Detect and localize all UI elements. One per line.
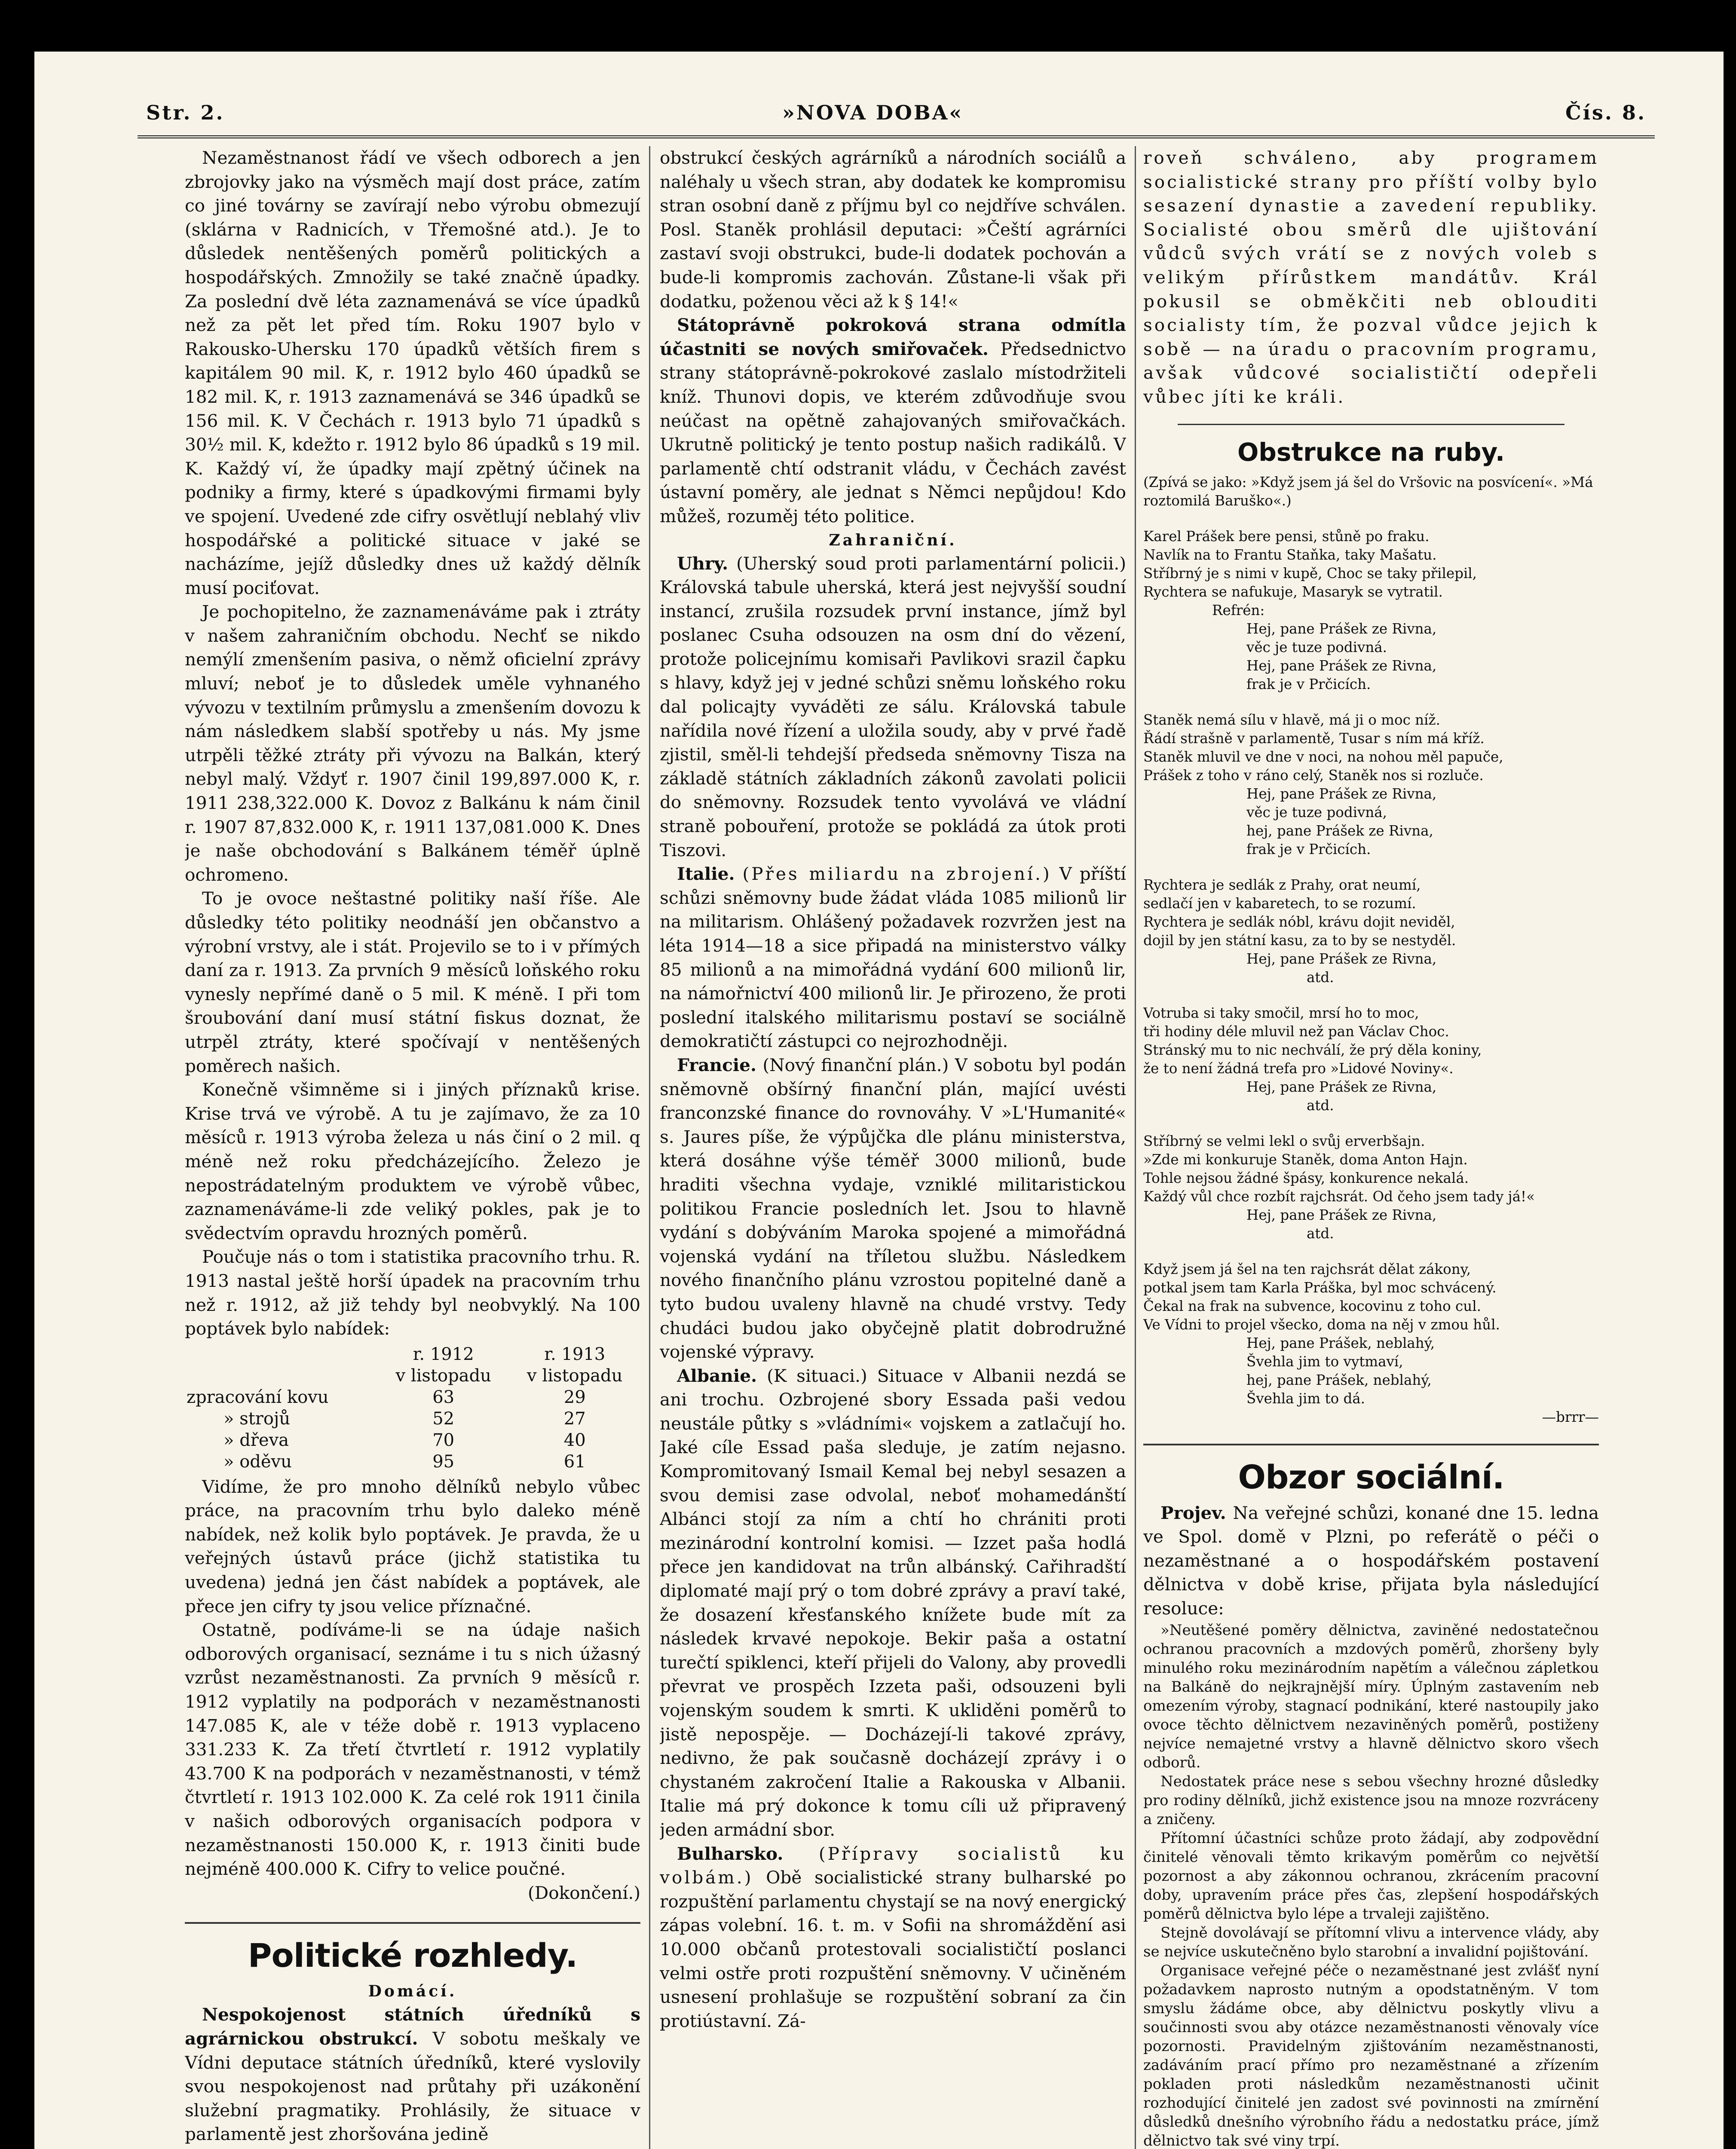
table-header-row [185,1344,640,1365]
table-cell: 27 [563,1408,586,1429]
table-cell: 61 [563,1451,586,1472]
poem-line: Rychtera je sedlák z Prahy, orat neumí, [1143,876,1421,893]
table-header: v listopadu [527,1365,623,1386]
resolution-paragraph: Stejně dovolávají se přítomní vlivu a intervence vlády, aby se nejvíce uskutečněno bylo starobní a invalidní pojištování. [1143,1924,1599,1960]
resolution-paragraph: Organisace veřejné péče o nezaměstnané jest zvlášť nyní požadavkem naprosto nutným a opodstatněným. V tom smyslu žádáme obce, aby dělnictvu poskytly vlivu a součinnosti svou aby otázce nezaměstnanosti věnovaly více pozornosti. Pravidelným zjištováním nezaměstnanosti, zadáváním prací přímo pro nezaměstnané a zřízením pokladen proti následkům nezaměstnanosti učinit rozhodující činitelé jen zadost své povinnosti na zmírnění důsledků dnešního výrobního řádu a nedostatku práce, jímž dělnictvo tak své viny trpí. [1143,1962,1599,2149]
table-header: r. 1913 [544,1344,606,1364]
poem-line: Stříbrný je s nimi v kupě, Choc se taky přilepil, [1143,565,1477,582]
table-header-row [185,1365,640,1387]
article-subhead: (Přípravy socialistů ku volbám.) [660,1843,1126,1888]
poem-line: že to není žádná trefa pro »Lidové Noviny«. [1143,1060,1454,1077]
poem-refrain-label: Refrén: [1212,602,1265,618]
table-cell: 29 [563,1387,586,1407]
continuation-note: (Dokončení.) [527,1882,640,1903]
poem-line: Karel Prášek bere pensi, stůně po fraku. [1143,528,1430,545]
column-1 [185,146,640,2149]
poem-refrain-line: atd. [1307,969,1334,986]
poem-refrain-line: hej, pane Prášek, neblahý, [1246,1371,1432,1388]
page-header [138,101,1655,138]
article-paragraph: Ostatně, podíváme-li se na údaje našich odborových organisací, seznáme i tu s nich úžasný vzrůst nezaměstnanosti. Za prvních 9 měsíců r. 1912 vyplatily na podporách v nezaměstnanosti 147.085 K, ale v téže době r. 1913 vyplaceno 331.233 K. Za třetí čtvrtletí r. 1912 vyplatily 43.700 K na podporách v nezaměstnanosti, v témž čtvrtletí r. 1913 102.000 K. Za celé rok 1911 činila v našich odborových organisacích podpora v nezaměstnanosti 150.000 K, r. 1913 činiti bude nejméně 400.000 K. Cifry to velice poučné. [185,1619,640,1880]
poem-refrain-line: frak je v Prčicích. [1246,841,1371,857]
page-number: Str. 2. [146,101,225,124]
poem-line: Rychtera se nafukuje, Masaryk se vytratil. [1143,583,1443,600]
table-header: v listopadu [395,1365,491,1386]
article-subhead: (Přes miliardu na zbrojení.) [742,863,1052,885]
poem-line: potkal jsem tam Karla Práška, byl moc schvácený. [1143,1279,1497,1296]
poem-line: Čekal na frak na subvence, kocovinu z toho cul. [1143,1298,1481,1314]
column-rule [649,146,650,2149]
column-rule [1135,146,1136,2149]
article-paragraph: Vidíme, že pro mnoho dělníků nebylo vůbec práce, na pracovním trhu bylo daleko méně nabídek, než kolik bylo poptávek. Je pravda, že u veřejných ústavů práce (jichž statistika tu uvedena) jedná jen část nabídek a poptávek, ale přece jen cifry ty jsou velice příznačné. [185,1476,640,1616]
article-paragraph: Poučuje nás o tom i statistika pracovního trhu. R. 1913 nastal ještě horší úpadek na pracovním trhu než r. 1912, až již tehdy byl neobvyklý. Na 100 poptávek bylo nabídek: [185,1246,640,1339]
article-text: Obě socialistické strany bulharské po rozpuštění parlamentu chystají se na nový energický zápas volební. 16. t. m. v Sofii na shromáždění asi 10.000 občanů protestovali socialističtí poslanci velmi ostře proti rozpuštění sněmovny. V učiněném usnesení prohlašuje se rozpuštění sobraní za čin protiústavní. Zá- [660,1867,1126,2031]
table-cell: 40 [563,1430,586,1450]
article-headline: Italie. [677,863,735,885]
section-heading-obzor-socialni: Obzor sociální. [1238,1457,1504,1496]
issue-number: Čís. 8. [1565,101,1646,124]
resolution-text [1143,1621,1599,2149]
column-2 [660,146,1126,2149]
poem-line: Řádí strašně v parlamentě, Tusar s ním má kříž. [1143,730,1485,747]
poem-line: Rychtera je sedlák nóbl, krávu dojit neviděl, [1143,913,1455,930]
article-headline: Státoprávně pokroková strana odmítla účastniti se nových smiřovaček. [660,315,1126,359]
table-cell: 70 [432,1430,455,1450]
article-paragraph: Konečně všimněme si i jiných příznaků krise. Krise trvá ve výrobě. A tu je zajímavo, že za 10 měsíců r. 1913 výroba železa u nás činí o 2 mil. q méně než roku předcházejícího. Železo je nepostrádatelným produktem ve výrobě vůbec, zaznamenáváme-li zde veliký pokles, pak je to svědectvím opravdu hrozných poměrů. [185,1079,640,1243]
satirical-poem [1143,473,1599,1427]
resolution-paragraph: Nedostatek práce nese s sebou všechny hrozné důsledky pro rodiny dělníků, jichž existence jsou na mnoze rozvráceny a zničeny. [1143,1772,1599,1828]
subsection-heading-domaci: Domácí. [368,1982,457,2001]
poem-refrain-line: Hej, pane Prášek ze Rivna, [1246,657,1437,674]
subsection-heading-zahranicni: Zahraniční. [829,531,957,549]
poem-refrain-line: atd. [1307,1097,1334,1114]
table-cell: 95 [432,1451,455,1472]
table-row [185,1387,640,1408]
poem-intro: (Zpívá se jako: »Když jsem já šel do Vršovic na posvícení«. »Má roztomilá Baruško«.) [1143,474,1593,509]
article-headline: Bulharsko. [677,1843,784,1864]
table-cell: » dřeva [224,1430,289,1450]
article-text: V sobotu meškaly ve Vídni deputace státních úředníků, které vyslovily svou nespokojenost nad průtahy při uzákonění služební pragmatiky. Prohlásily, že situace v parlamentě jest zhoršována jedině [185,2028,640,2145]
article-text: (K situaci.) Situace v Albanii nezdá se ani trochu. Ozbrojené sbory Essada paši vedou neustále půtky s »vládními« vojskem a zatlačují ho. Jaké cíle Essad paša sleduje, je zatím nejasno. Kompromitovaný Ismail Kemal bej nebyl sesazen a svou demisi zase odvolal, neboť mohamedánští Albánci stojí za ním a chtí ho chrániti proti mezinárodní kontrolní komisi. — Izzet paša hodlá přece jen kandidovat na trůn albánský. Cařihradští diplomaté mají prý o tom dobré zprávy a praví také, že dosazení křesťanského knížete bude mít za následek krvavé nepokoje. Bekir paša a ostatní turečtí spiklenci, kteří přijeli do Valony, aby provedli převrat ve prospěch Izzeta paši, odsouzeni byli vojenským soudem k smrti. K ukliděni poměrů to jistě nepospěje. — Docházejí-li takové zprávy, nedivno, že pak současně docházejí zprávy i o chystaném zakročení Italie a Rakouska v Albanii. Italie má prý dokonce k tomu cíli už připravený jeden armádní sbor. [660,1365,1126,1840]
article-paragraph: To je ovoce neštastné politiky naší říše. Ale důsledky této politiky neodnáší jen občanstvo a výrobní vrstvy, ale i stát. Projevilo se to i v přímých daní za r. 1913. Za prvních 9 měsíců loňského roku vynesly nepřímé daně o 5 mil. K méně. I při tom šroubování daní musí státní fiskus doznat, že utrpěl ztráty, které spočívají v nentěšených poměrech našich. [185,888,640,1076]
article-headline: Uhry. [677,553,729,574]
article-paragraph: obstrukcí českých agrárníků a národních sociálů a naléhaly u všech stran, aby dodatek ke kompromisu stran osobní daně z příjmu byl co nejdříve schválen. Posl. Staněk prohlásil deputaci: »Čeští agrárníci zastaví svoji obstrukci, bude-li dodatek pochován a bude-li kompromis zachován. Zůstane-li však při dodatku, poženou věci až k § 14!« [660,147,1126,312]
poem-refrain-line: Hej, pane Prášek ze Rivna, [1246,785,1437,802]
section-heading-politicke-rozhledy: Politické rozhledy. [248,1936,578,1975]
table-row [185,1451,640,1472]
section-heading-obstrukce: Obstrukce na ruby. [1237,437,1505,467]
poem-line: Když jsem já šel na ten rajchsrát dělat zákony, [1143,1261,1471,1277]
poem-refrain-line: věc je tuze podivná. [1246,639,1387,655]
article-headline: Projev. [1160,1502,1226,1523]
poem-line: Staněk nemá sílu v hlavě, má ji o moc níž. [1143,711,1440,728]
poem-line: sedlačí jen v kabaretech, to se rozumí. [1143,895,1416,912]
poem-line: dojil by jen státní kasu, za to by se nestyděl. [1143,932,1456,949]
poem-refrain-line: hej, pane Prášek ze Rivna, [1246,822,1433,839]
poem-refrain-line: Hej, pane Prášek, neblahý, [1246,1335,1435,1351]
article-text: V příští schůzi sněmovny bude žádat vláda 1085 milionů lir na militarism. Ohlášený požadavek rozvržen jest na léta 1914—18 a sice připadá na ministerstvo války 85 milionů a na mimořádná vydání 600 milionů lir, na námořnictví 400 milionů lir. Je přirozeno, že proti poslední italského militarismu postaví se sociálně demokratičtí zástupci co nejrozhodněji. [660,863,1126,1052]
poem-line: Stříbrný se velmi lekl o svůj erverbšajn. [1143,1133,1425,1149]
table-cell: 63 [432,1387,455,1407]
poem-refrain-line: Hej, pane Prášek ze Rivna, [1246,1206,1437,1223]
poem-refrain-line: Hej, pane Prášek ze Rivna, [1246,1078,1437,1095]
poem-refrain-line: frak je v Prčicích. [1246,676,1371,692]
poem-line: Ve Vídni to projel všecko, doma na něj v zmou hůl. [1143,1316,1500,1333]
poem-line: Každý vůl chce rozbít rajchsrát. Od čeho jsem tady já!« [1143,1188,1535,1205]
article-text: Na veřejné schůzi, konané dne 15. ledna ve Spol. domě v Plzni, po referátě o péči o nezaměstnané a o hospodářském postavení dělnictva v době krise, přijata byla následující resoluce: [1143,1502,1599,1619]
table-cell: » strojů [224,1408,291,1429]
table-row [185,1430,640,1451]
section-divider [1178,424,1565,425]
resolution-paragraph: »Neutěšené poměry dělnictva, zaviněné nedostatečnou ochranou pracovních a mzdových poměrů, zhoršeny byly minulého roku mezinárodním napětím a válečnou zápletkou na Balkáně do nejkrajnější míry. Úplným zastavením neb omezením výroby, stagnací podnikání, které nastoupily jako ovoce těchto dělnictvem nezaviněných poměrů, postiženy nejvíce nemajetné vrstvy a hlavně dělnictvo skoro všech odborů. [1143,1621,1599,1771]
poem-line: Staněk mluvil ve dne v noci, na nohou měl papuče, [1143,748,1503,765]
poem-refrain-line: atd. [1307,1225,1334,1242]
poem-line: »Zde mi konkuruje Staněk, doma Anton Hajn. [1143,1151,1468,1168]
article-headline: Albanie. [677,1365,757,1386]
section-divider [1143,1444,1599,1445]
poem-line: Navlík na to Frantu Staňka, taky Mašatu. [1143,546,1437,563]
column-3 [1143,146,1599,2149]
article-paragraph: Je pochopitelno, že zaznamenáváme pak i ztráty v našem zahraničním obchodu. Nechť se nikdo nemýlí zmenšením pasiva, o němž oficielní zprávy mluví; neboť je to důsledek uměle vyhnaného vývozu v textilním průmyslu a zmenšením dovozu k nám následkem slabší spotřeby u nás. My jsme utrpěli těžké ztráty při vývozu na Balkán, který nebyl malý. Vždyť r. 1907 činil 199,897.000 K, r. 1911 238,322.000 K. Dovoz z Balkánu k nám činil r. 1907 87,832.000 K, r. 1911 137,081.000 K. Dnes je naše obchodování s Balkánem téměř úplně ochromeno. [185,601,640,885]
table-row [185,1408,640,1430]
newspaper-title: »NOVA DOBA« [782,101,964,124]
article-paragraph: Nezaměstnanost řádí ve všech odborech a jen zbrojovky jako na výsměch mají dost práce, zatím co jiné továrny se zavírají nebo výrobu obmezují (sklárna v Radnicích, v Třemošné atd.). Je to důsledek nentěšených poměrů politických a hospodářských. Zmnožily se také značně úpadky. Za poslední dvě léta zaznamenává se více úpadků než za pět let před tím. Roku 1907 bylo v Rakousko-Uhersku 170 úpadků větších firem s kapitálem 90 mil. K, r. 1912 bylo 460 úpadků se 182 mil. K, r. 1913 zaznamenává se 346 úpadků se 156 mil. K. V Čechách r. 1913 bylo 71 úpadků s 30½ mil. K, kdežto r. 1912 bylo 86 úpadků s 19 mil. K. Každý ví, že úpadky mají zpětný účinek na podniky a firmy, které s úpadkovými firmami byly ve spojení. Uvedené zde cifry osvětlují neblahý vliv hospodářské a politické situace v jaké se nacházíme, jejíž důsledky dnes už každý dělník musí pociťovat. [185,147,640,598]
poem-line: tři hodiny déle mluvil než pan Václav Choc. [1143,1023,1449,1040]
poem-line: Tohle nejsou žádné špásy, konkurence nekalá. [1143,1169,1469,1186]
article-text: (Nový finanční plán.) V sobotu byl podán sněmovně obšírný finanční plán, mající uvésti franconzské finance do rovnováhy. V »L'Humanité« s. Jaures píše, že výpůjčka dle plánu ministerstva, která dosáhne výše téměř 3000 milionů, bude hraditi všechna vydaje, vzniklé militaristickou politikou Francie posledních let. Jsou to hlavně vydání s dobýváním Maroka spojené a mimořádná vojenská vydání na tříletou službu. Následkem nového finančního plánu vzrostou popitelné daně a tyto budou uvaleny hlavně na chudé vrstvy. Tedy chudáci budou jako obyčejně platit dobrodružné vojenské výpravy. [660,1054,1126,1362]
poem-refrain-line: Švehla jim to vytmaví, [1246,1353,1403,1370]
author-signature: —brrr— [1542,1408,1599,1425]
section-divider [185,1922,640,1924]
poem-line: Votruba si taky smočil, mrsí ho to moc, [1143,1004,1419,1021]
article-headline: Nespokojenost státních úředníků s agrárnickou obstrukcí. [185,2004,640,2049]
poem-refrain-line: Hej, pane Prášek ze Rivna, [1246,620,1437,637]
poem-line: Stránský mu to nic nechválí, že prý děla koniny, [1143,1041,1482,1058]
poem-line: Prášek z toho v ráno celý, Staněk nos si rozluče. [1143,767,1484,784]
article-headline: Francie. [677,1054,756,1075]
table-cell: 52 [432,1408,455,1429]
table-header: r. 1912 [413,1344,474,1364]
table-cell: » oděvu [224,1451,292,1472]
article-paragraph: roveň schváleno, aby programem socialistické strany pro příští volby bylo sesazení dynastie a zavedení republiky. Socialisté obou směrů dle ujištování vůdců svých vrátí se z nových voleb s velikým přírůstkem mandátův. Král pokusil se obměkčiti neb oblouditi socialisty tím, že pozval vůdce jejich k sobě — na úradu o pracovním programu, avšak vůdcové socialističtí odepřeli vůbec jíti ke králi. [1143,147,1599,407]
resolution-paragraph: Přítomní účastníci schůze proto žádají, aby zodpovědní činitelé věnovali těmto krikavým poměrům co největší pozornost a aby zákonnou ochranou, zkrácením pracovní doby, upravením práce přes čas, zlepšení hospodářských poměrů dělnictva bylo lépe a trvaleji zajištěno. [1143,1829,1599,1922]
poem-refrain-line: věc je tuze podivná, [1246,804,1387,820]
table-cell: zpracování kovu [187,1387,329,1407]
poem-refrain-line: Hej, pane Prášek ze Rivna, [1246,950,1437,967]
statistics-table [185,1344,640,1472]
article-text: Předsednictvo strany státoprávně-pokrokové zaslalo místodržiteli kníž. Thunovi dopis, ve kterém zdůvodňuje svou neúčast na opětně zahajovaných smiřovačkách. Ukrutně politický je tento postup našich radikálů. V parlamentě chtí odstranit vládu, v Čechách zavést ústavní poměry, ale jednat s Němci nepůjdou! Kdo můžeš, rozuměj této politice. [660,338,1126,527]
poem-refrain-line: Švehla jim to dá. [1246,1390,1365,1407]
article-text: (Uherský soud proti parlamentární policii.) Královská tabule uherská, která jest nejvyšší soudní instancí, zrušila rozsudek první instance, jímž byl poslanec Csuha odsouzen na osm dní do vězení, protože policejnímu komisaři Pavlikovi srazil čapku s hlavy, když jej v jedné schůzi sněmu loňského roku dal policajty vyváděti ze sálu. Královská tabule nařídila nové řízení a uložila soudy, aby v prvé řadě zjistil, směl-li tehdejší předseda sněmovny Tisza na základě státních základních zákonů zavolati policii do sněmovny. Rozsudek tento vyvolává ve vládní straně pobouření, protože se pokládá za útok proti Tiszovi. [660,553,1126,860]
